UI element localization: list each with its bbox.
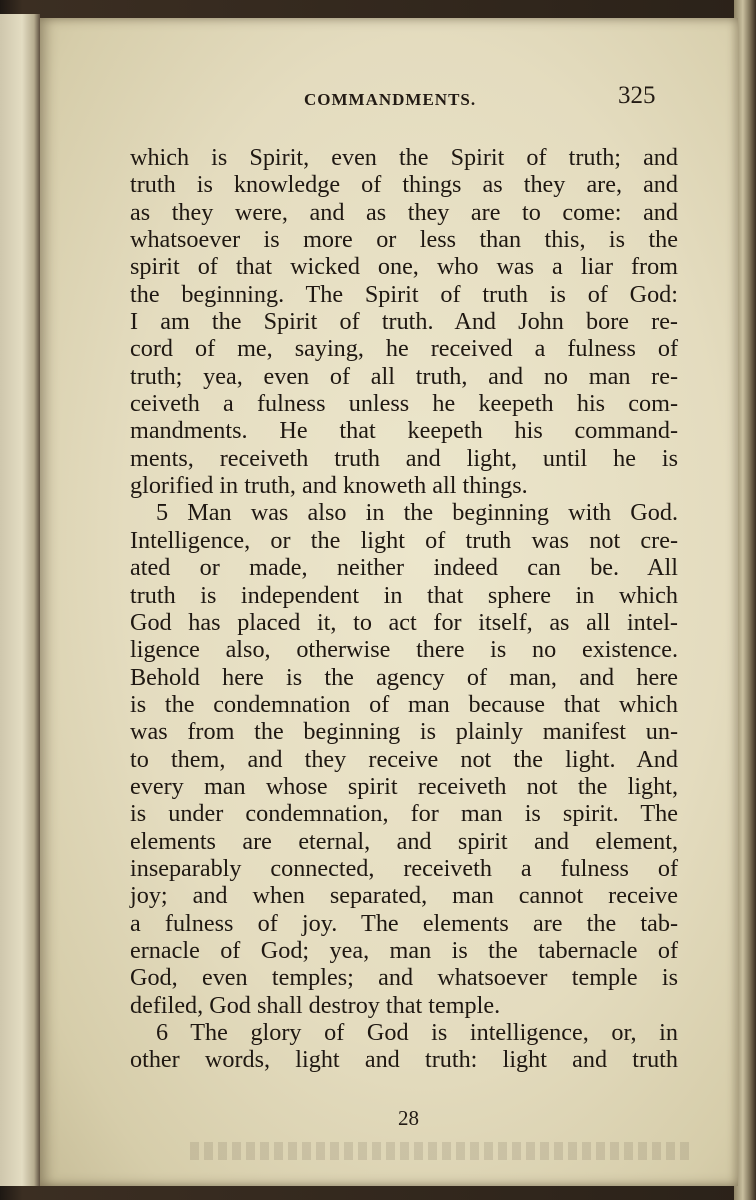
book-page <box>40 18 738 1186</box>
text-line: Intelligence, or the light of truth was not cre- <box>130 526 678 554</box>
text-line: I am the Spirit of truth. And John bore re- <box>130 308 678 336</box>
text-line: other words, light and truth: light and truth <box>130 1046 678 1074</box>
text-line: as they were, and as they are to come: and <box>130 198 678 226</box>
show-through-bleed <box>190 1142 690 1160</box>
text-line: truth is knowledge of things as they are, and <box>130 171 678 199</box>
text-line: God, even temples; and whatsoever temple is <box>130 964 678 992</box>
text-line: ments, receiveth truth and light, until he is <box>130 444 678 472</box>
running-head: COMMANDMENTS. <box>304 90 477 109</box>
text-line: was from the beginning is plainly manifest un- <box>130 718 678 746</box>
text-line: truth is independent in that sphere in which <box>130 581 678 609</box>
text-line: elements are eternal, and spirit and element, <box>130 827 678 855</box>
text-line: God has placed it, to act for itself, as all intel- <box>130 608 678 636</box>
text-line: to them, and they receive not the light. And <box>130 745 678 773</box>
page-number: 325 <box>618 82 656 109</box>
text-line: joy; and when separated, man cannot receive <box>130 882 678 910</box>
text-line: is the condemnation of man because that which <box>130 690 678 718</box>
text-line: mandments. He that keepeth his command- <box>130 417 678 445</box>
text-line: the beginning. The Spirit of truth is of God: <box>130 280 678 308</box>
text-line: a fulness of joy. The elements are the tab- <box>130 909 678 937</box>
text-line: cord of me, saying, he received a fulness of <box>130 335 678 363</box>
text-line: inseparably connected, receiveth a fulness of <box>130 854 678 882</box>
text-line: defiled, God shall destroy that temple. <box>130 991 501 1019</box>
body-text <box>130 144 678 1074</box>
text-line: is under condemnation, for man is spirit. The <box>130 800 678 828</box>
text-line: which is Spirit, even the Spirit of truth; and <box>130 144 678 171</box>
text-line: truth; yea, even of all truth, and no man re- <box>130 362 678 390</box>
text-line: ligence also, otherwise there is no existence. <box>130 636 678 664</box>
text-line: Behold here is the agency of man, and here <box>130 663 678 691</box>
facing-page-edge <box>0 14 40 1186</box>
text-line: ated or made, neither indeed can be. All <box>130 554 678 582</box>
text-line: spirit of that wicked one, who was a liar from <box>130 253 678 281</box>
text-line: every man whose spirit receiveth not the light, <box>130 772 678 800</box>
verse-6-start: 6 The glory of God is intelligence, or, in <box>156 1019 678 1046</box>
signature-mark: 28 <box>398 1106 419 1130</box>
verse-5-start: 5 Man was also in the beginning with God. <box>156 499 678 527</box>
text-line: whatsoever is more or less than this, is the <box>130 226 678 254</box>
text-line: ceiveth a fulness unless he keepeth his com- <box>130 390 678 418</box>
text-line: ernacle of God; yea, man is the tabernacle of <box>130 936 678 964</box>
text-line: glorified in truth, and knoweth all things. <box>130 472 528 500</box>
